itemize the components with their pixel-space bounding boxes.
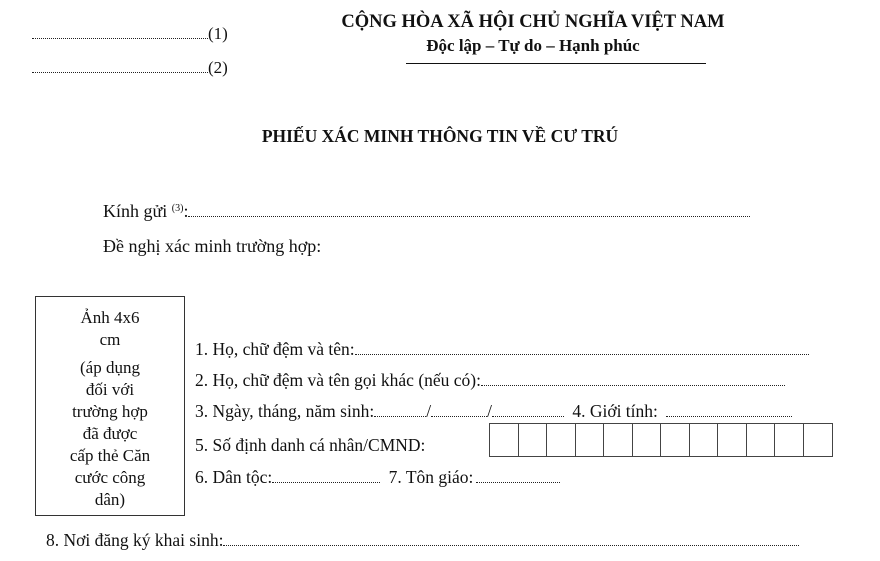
birth-month-fill[interactable]	[431, 402, 487, 417]
id-digit-box[interactable]	[633, 424, 662, 456]
agency-line-2-marker: (2)	[208, 58, 228, 77]
date-separator: /	[487, 401, 492, 421]
field-full-name	[195, 339, 809, 360]
id-digit-box[interactable]	[690, 424, 719, 456]
photo-placeholder	[35, 296, 185, 516]
field-birth-registration-label: 8. Nơi đăng ký khai sinh:	[46, 530, 224, 550]
recipient-note: (3)	[171, 203, 184, 214]
field-ethnicity-religion	[195, 467, 560, 488]
id-digit-box[interactable]	[747, 424, 776, 456]
agency-line-2	[32, 58, 228, 78]
id-digit-box[interactable]	[576, 424, 605, 456]
request-line: Đề nghị xác minh trường hợp:	[103, 236, 322, 256]
id-digit-box[interactable]	[718, 424, 747, 456]
national-motto: Độc lập – Tự do – Hạnh phúc	[426, 36, 640, 55]
national-title: CỘNG HÒA XÃ HỘI CHỦ NGHĨA VIỆT NAM	[341, 12, 725, 32]
agency-line-1-marker: (1)	[208, 24, 228, 43]
document-title: PHIẾU XÁC MINH THÔNG TIN VỀ CƯ TRÚ	[261, 126, 619, 146]
recipient-label: Kính gửi	[103, 201, 168, 221]
recipient-line: Kính gửi $^{(3)}$:	[103, 201, 750, 222]
date-separator: /	[426, 401, 432, 421]
field-other-name-fill[interactable]	[481, 371, 785, 386]
field-religion-label: 7. Tôn giáo:	[388, 467, 474, 487]
birth-day-fill[interactable]	[374, 402, 426, 417]
photo-text: Ảnh 4x6	[80, 308, 140, 327]
field-birth-gender	[195, 401, 792, 422]
id-digit-box[interactable]	[604, 424, 633, 456]
id-digit-box[interactable]	[490, 424, 519, 456]
photo-text: cước công	[74, 468, 146, 487]
recipient-fill	[188, 202, 750, 217]
agency-line-1-fill	[32, 24, 208, 39]
birth-year-fill[interactable]	[492, 402, 564, 417]
photo-text: đã được	[82, 424, 138, 443]
field-gender-label: 4. Giới tính:	[572, 401, 658, 421]
field-ethnicity-label: 6. Dân tộc:	[195, 467, 273, 487]
field-birth-registration	[46, 530, 799, 551]
id-digit-box[interactable]	[804, 424, 833, 456]
id-digit-box[interactable]	[547, 424, 576, 456]
field-id-number-label: 5. Số định danh cá nhân/CMND:	[195, 435, 426, 455]
field-other-name	[195, 370, 785, 391]
photo-text: dân)	[94, 490, 126, 509]
id-digit-box[interactable]	[661, 424, 690, 456]
field-birthdate-label: 3. Ngày, tháng, năm sinh:	[195, 401, 375, 421]
field-full-name-fill[interactable]	[355, 340, 809, 355]
ethnicity-fill[interactable]	[272, 468, 380, 483]
agency-line-1	[32, 24, 228, 44]
photo-text: cm	[99, 330, 121, 349]
field-other-name-label: 2. Họ, chữ đệm và tên gọi khác (nếu có):	[195, 370, 481, 390]
photo-text: cấp thẻ Căn	[69, 446, 151, 465]
motto-underline	[406, 63, 706, 64]
religion-fill[interactable]	[476, 468, 560, 483]
id-digit-box[interactable]	[519, 424, 548, 456]
photo-text: đối với	[85, 380, 135, 399]
birth-registration-fill[interactable]	[223, 531, 799, 546]
id-digit-box[interactable]	[775, 424, 804, 456]
field-full-name-label: 1. Họ, chữ đệm và tên:	[195, 339, 355, 359]
photo-text: trường hợp	[72, 402, 148, 421]
photo-text: (áp dụng	[80, 358, 140, 377]
gender-fill[interactable]	[666, 402, 792, 417]
id-number-boxes[interactable]	[489, 423, 833, 457]
agency-line-2-fill	[32, 58, 208, 73]
